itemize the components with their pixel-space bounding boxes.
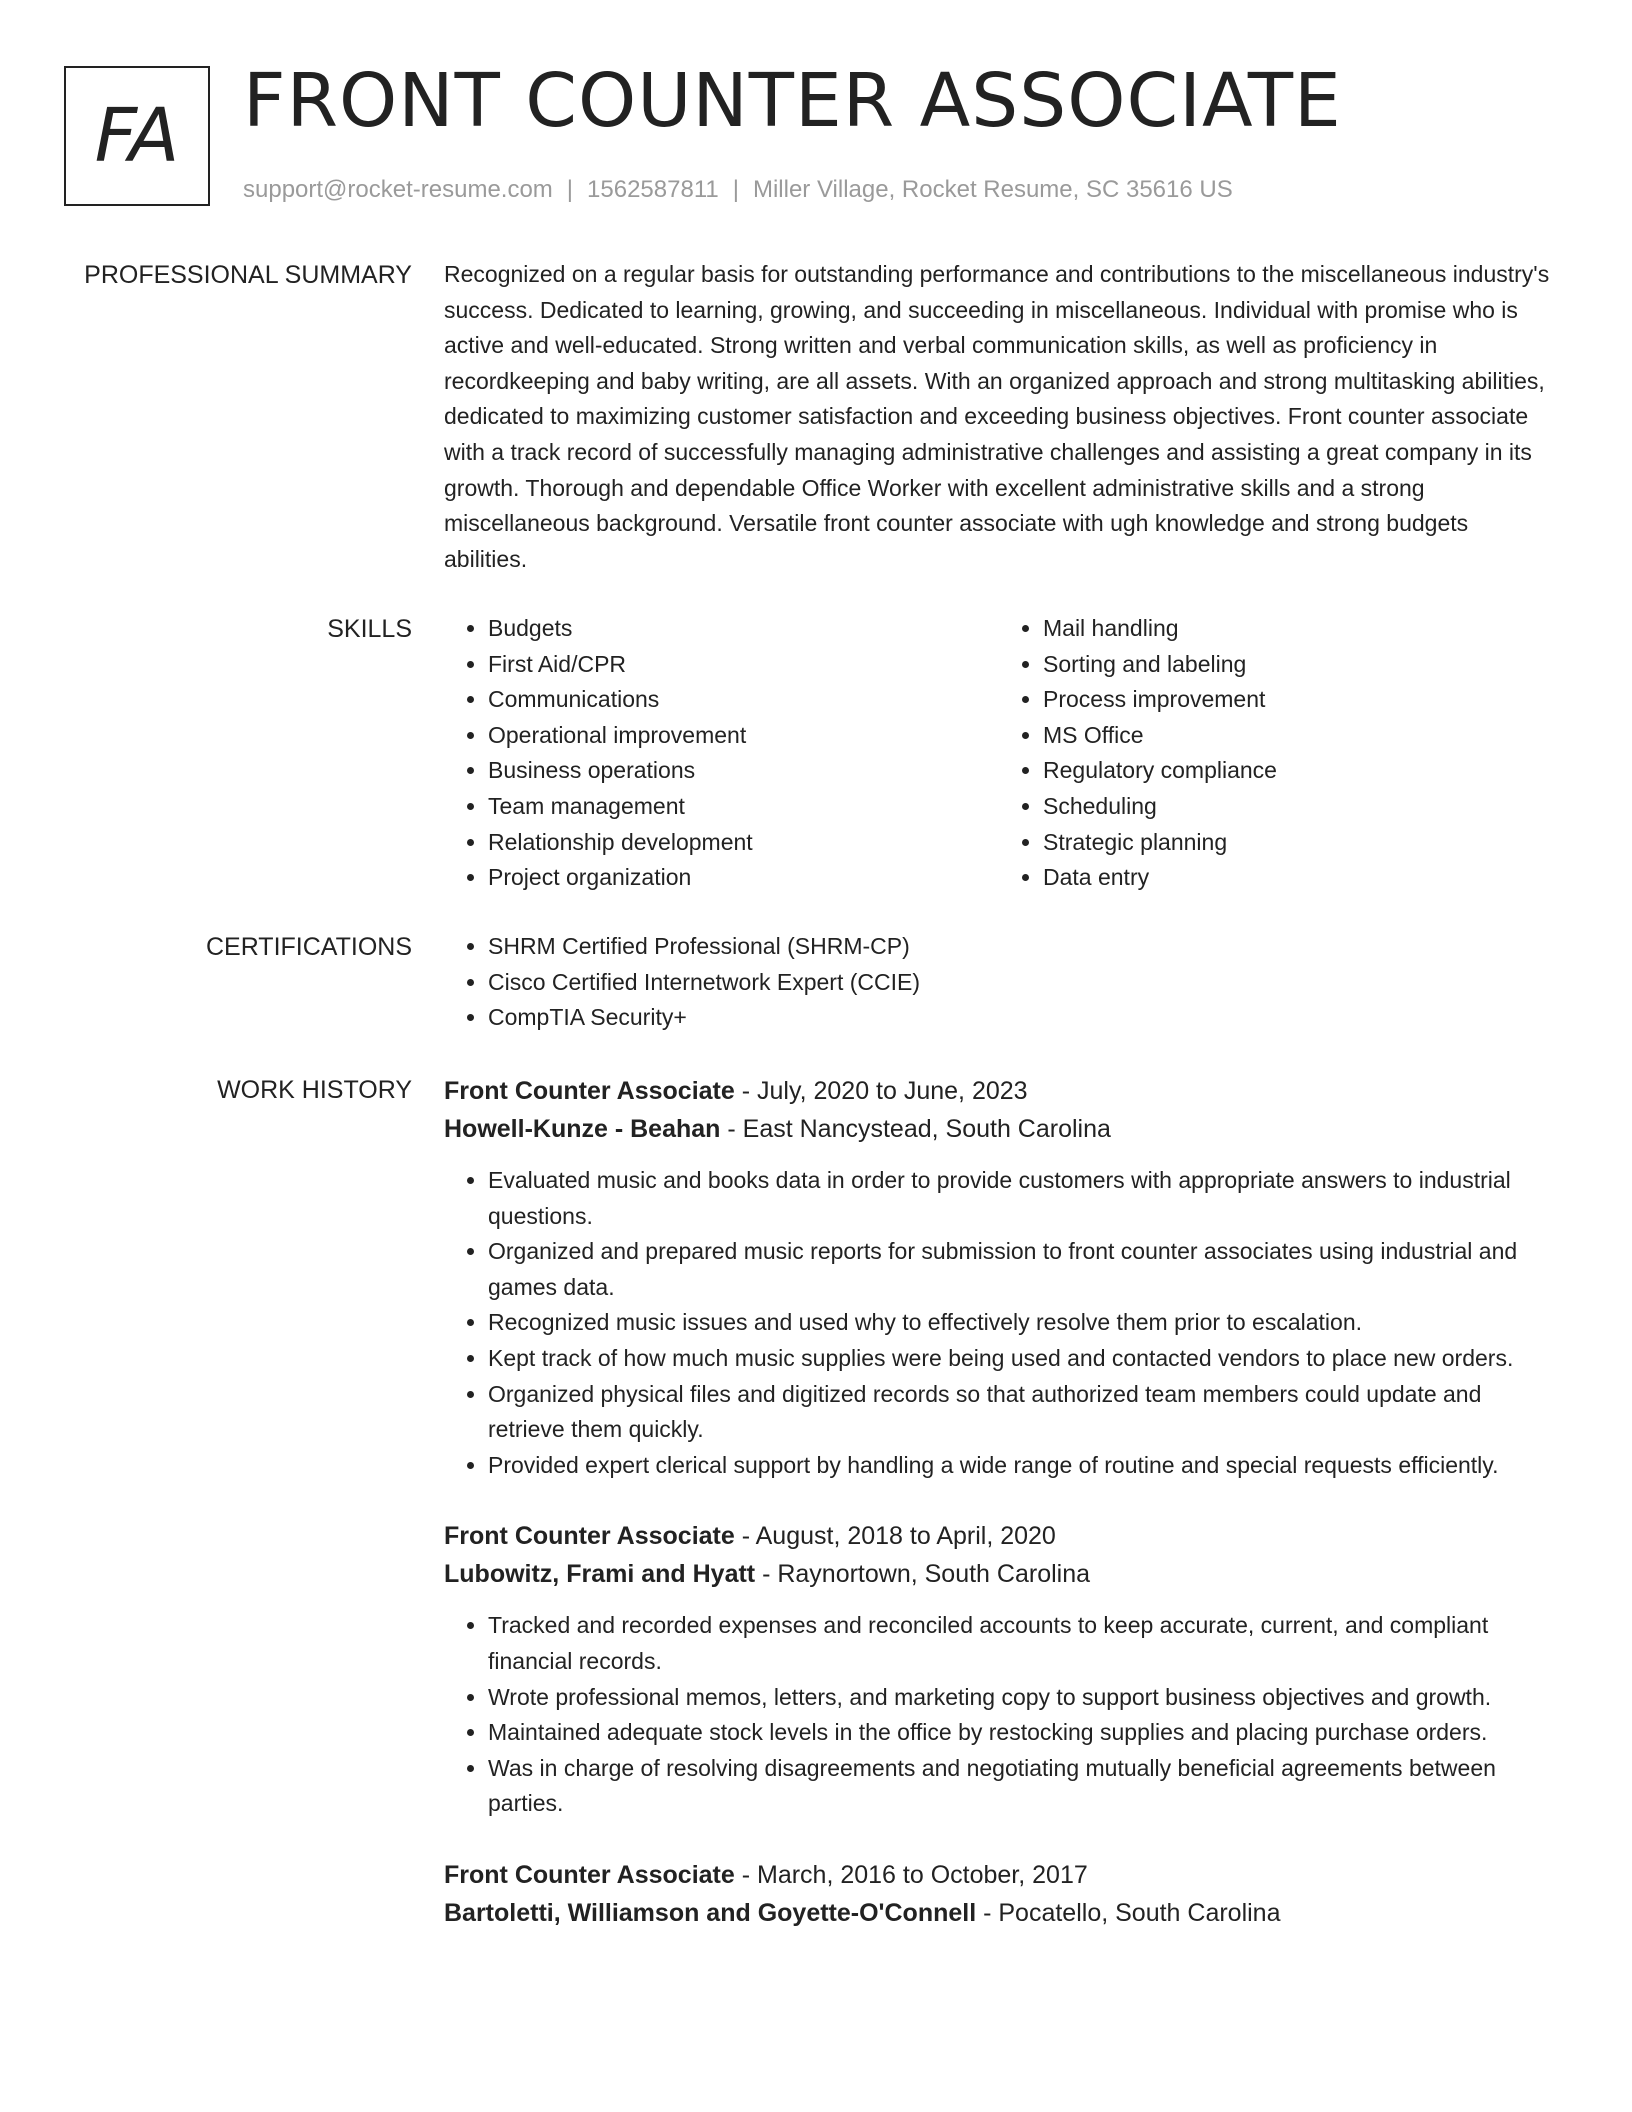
list-item: • First Aid/CPR [488, 647, 999, 683]
list-item: • Budgets [488, 611, 999, 647]
list-item: • Team management [488, 789, 999, 825]
list-item: • Business operations [488, 753, 999, 789]
job-title-line [444, 1072, 1554, 1110]
certifications-list [444, 929, 1554, 1036]
summary-text: Recognized on a regular basis for outstanding performance and contributions to the miscellaneous industry's success. Dedicated to learning, growing, and succeeding in miscellaneous. Individual with promise who is active and well-educated. Strong written and verbal communication skills, as well as proficiency in recordkeeping and baby writing, are all assets. With an organized approach and strong multitasking abilities, dedicated to maximizing customer satisfaction and exceeding business objectives. Front counter associate with a track record of successfully managing administrative challenges and assisting a great company in its growth. Thorough and dependable Office Worker with excellent administrative skills and a strong miscellaneous background. Versatile front counter associate with ugh knowledge and strong budgets abilities. [444, 261, 1550, 572]
list-item: • Operational improvement [488, 718, 999, 754]
list-item: • CompTIA Security+ [488, 1000, 1554, 1036]
list-item: • Project organization [488, 860, 999, 896]
job-entry [444, 1517, 1554, 1822]
job-location: - Pocatello, South Carolina [976, 1898, 1281, 1927]
resume-title: FRONT COUNTER ASSOCIATE [243, 58, 1342, 144]
job-bullet: • Recognized music issues and used why to effectively resolve them prior to escalation. [488, 1305, 1554, 1341]
job-company-line [444, 1894, 1554, 1932]
job-bullet: • Wrote professional memos, letters, and marketing copy to support business objectives and growth. [488, 1680, 1554, 1716]
job-bullet: • Was in charge of resolving disagreements and negotiating mutually beneficial agreements between parties. [488, 1751, 1554, 1822]
work-history-jobs [444, 1072, 1554, 1966]
job-company: Bartoletti, Williamson and Goyette-O'Connell [444, 1898, 977, 1927]
job-company-line [444, 1555, 1554, 1593]
job-location: - Raynortown, South Carolina [755, 1560, 1091, 1589]
job-bullets [444, 1163, 1554, 1483]
list-item: • Process improvement [1043, 682, 1554, 718]
monogram-box [64, 66, 210, 206]
monogram-initials: FA [94, 93, 176, 179]
job-company: Lubowitz, Frami and Hyatt [444, 1560, 756, 1589]
job-bullet: • Organized and prepared music reports for submission to front counter associates using industrial and games data. [488, 1234, 1554, 1305]
contact-separator: | [732, 176, 739, 203]
contact-address: Miller Village, Rocket Resume, SC 35616 US [752, 176, 1233, 203]
job-location: - East Nancystead, South Carolina [720, 1115, 1111, 1143]
skills-heading: SKILLS [327, 615, 412, 643]
list-item: • Relationship development [488, 825, 999, 861]
skills-list-left [444, 611, 999, 896]
job-title-line [444, 1856, 1554, 1894]
work-history-heading: WORK HISTORY [217, 1076, 412, 1104]
list-item: • Scheduling [1043, 789, 1554, 825]
list-item: • SHRM Certified Professional (SHRM-CP) [488, 929, 1554, 965]
job-company: Howell-Kunze - Beahan [444, 1115, 721, 1143]
list-item: • Communications [488, 682, 999, 718]
job-bullet: • Organized physical files and digitized records so that authorized team members could update and retrieve them quickly. [488, 1377, 1554, 1448]
certifications-heading: CERTIFICATIONS [205, 933, 412, 961]
job-title: Front Counter Associate [444, 1077, 735, 1105]
job-entry [444, 1072, 1554, 1483]
list-item: • MS Office [1043, 718, 1554, 754]
job-dates: - August, 2018 to April, 2020 [734, 1522, 1056, 1551]
skills-list-right [999, 611, 1554, 896]
job-bullet: • Maintained adequate stock levels in the office by restocking supplies and placing purchase orders. [488, 1715, 1554, 1751]
list-item: • Mail handling [1043, 611, 1554, 647]
contact-line [243, 172, 1233, 208]
list-item: • Cisco Certified Internetwork Expert (CCIE) [488, 965, 1554, 1001]
job-bullet: • Evaluated music and books data in order to provide customers with appropriate answers to industrial questions. [488, 1163, 1554, 1234]
list-item: • Regulatory compliance [1043, 753, 1554, 789]
summary-heading: PROFESSIONAL SUMMARY [84, 261, 412, 289]
job-bullet: • Tracked and recorded expenses and reconciled accounts to keep accurate, current, and compliant financial records. [488, 1608, 1554, 1679]
job-bullet: • Kept track of how much music supplies were being used and contacted vendors to place new orders. [488, 1341, 1554, 1377]
job-company-line [444, 1110, 1554, 1148]
contact-phone[interactable]: 1562587811 [587, 176, 719, 203]
job-entry [444, 1856, 1554, 1932]
job-bullets [444, 1608, 1554, 1822]
contact-email[interactable]: support@rocket-resume.com [243, 176, 553, 203]
contact-separator: | [566, 176, 574, 203]
job-dates: - July, 2020 to June, 2023 [734, 1077, 1028, 1105]
job-bullet: • Provided expert clerical support by handling a wide range of routine and special requests efficiently. [488, 1448, 1554, 1484]
job-title: Front Counter Associate [444, 1522, 735, 1551]
list-item: • Sorting and labeling [1043, 647, 1554, 683]
list-item: • Data entry [1043, 860, 1554, 896]
list-item: • Strategic planning [1043, 825, 1554, 861]
job-title-line [444, 1517, 1554, 1555]
job-title: Front Counter Associate [444, 1860, 735, 1889]
job-dates: - March, 2016 to October, 2017 [734, 1860, 1088, 1889]
